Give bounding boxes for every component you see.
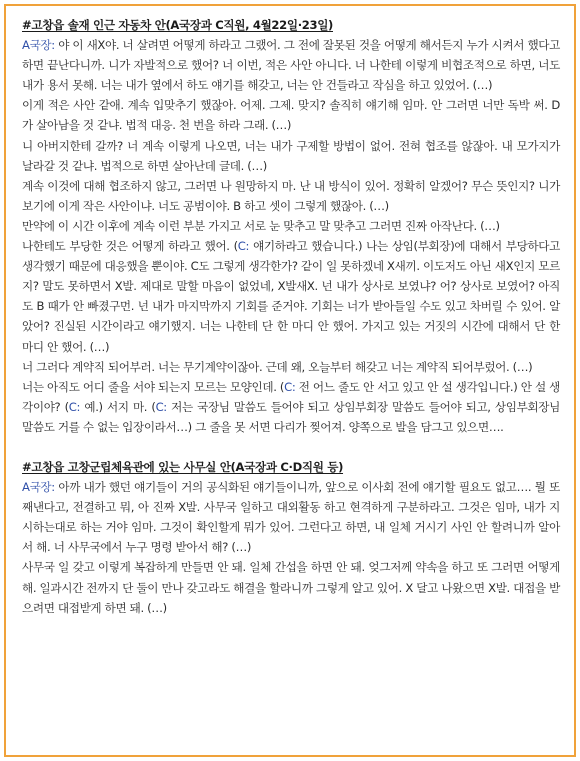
speaker-label: A국장: bbox=[22, 480, 55, 495]
section2-paragraph-1 bbox=[22, 477, 560, 557]
section1-paragraph-3: 니 아버지한테 갈까? 너 계속 이렇게 나오면, 너는 내가 구제할 방법이 없어. 전혀 협조를 않잖아. 내 모가지가 날라갈 것 같냐. 법적으로 하면 살아난데 글데. (…) bbox=[22, 138, 560, 173]
paragraph-text: 얘기하라고 했습니다.) 나는 상임(부회장)에 대해서 부당하다고 생각했기 때문에 대응했을 뿐이야. C도 그렇게 생각한가? 같이 일 못하겠네 X새끼. 이도저도 아닌 새X인지 모르지? 말도 못하면서 X발. 제대로 말할 마음이 없었네, X발새X. 넌 내가 상사로 보였냐? 어? 상사로 보였어? 아직도 B 때가 안 빠졌구먼. 넌 내가 마지막까지 기회를 준거야. 기회는 너가 받아들일 수도 있고 차버릴 수 있어. 알았어? 진실된 시간이라고 얘기했지. 너는 나한테 단 한 마디 안 했어. 가지고 있는 거짓의 시간에 대해서 단 한 마디 안 했어. (…) bbox=[22, 239, 561, 354]
transcript-content bbox=[22, 15, 560, 618]
section1-paragraph-2: 이게 적은 사안 같애. 계속 입맞추기 했잖아. 어제. 그제. 맞지? 솔직히 얘기해 임마. 안 그러면 너만 독박 써. D가 살아남을 것 같냐. 법적 대응. 천 번을 하라 그래. (…) bbox=[22, 98, 560, 133]
speaker-c-label: C: bbox=[155, 399, 167, 414]
speaker-label: A국장: bbox=[22, 38, 55, 53]
section1-paragraph-4: 계속 이것에 대해 협조하지 않고, 그러면 나 원망하지 마. 난 내 방식이 있어. 정확히 알겠어? 무슨 뜻인지? 니가 보기에 이게 작은 사안이냐. 너도 공범이야. B 하고 셋이 그렇게 했잖아. (…) bbox=[22, 178, 560, 213]
section2-heading: #고창읍 고창군립체육관에 있는 사무실 안(A국장과 C·D직원 등) bbox=[22, 459, 344, 474]
paragraph-text: 예.) 서지 마. ( bbox=[80, 399, 156, 414]
section1-paragraph-7: 너 그러다 계약직 되어부러. 너는 무기계약이잖아. 근데 왜, 오늘부터 해갖고 너는 계약직 되어부렀어. (…) bbox=[22, 359, 533, 374]
article-box bbox=[4, 4, 576, 757]
paragraph-text: 나한테도 부당한 것은 어떻게 하라고 했어. ( bbox=[22, 239, 238, 254]
paragraph-text: 너는 아직도 어디 줄을 서야 되는지 모르는 모양인데. ( bbox=[22, 379, 285, 394]
section1-paragraph-6 bbox=[22, 236, 560, 357]
speaker-c-label: C: bbox=[284, 379, 296, 394]
section1-paragraph-1 bbox=[22, 35, 560, 95]
paragraph-text: 저는 국장님 말씀도 들어야 되고 상임부회장 말씀도 들어야 되고, 상임부회장님 말씀도 거를 수 없는 입장이라서…) 그 줄을 못 서면 다리가 찢어져. 양쪽으로 발을 담그고 있으면…. bbox=[22, 399, 560, 434]
section1-heading: #고창읍 솔재 인근 자동차 안(A국장과 C직원, 4월22일·23일) bbox=[22, 18, 333, 32]
section1-paragraph-8 bbox=[22, 377, 560, 437]
paragraph-text: 야 이 새X야. 너 살려면 어떻게 하라고 그랬어. 그 전에 잘못된 것을 어떻게 해서든지 누가 시켜서 했다고 하면 끝난다니까. 니가 자발적으로 했어? 너 이번, 적은 사안 아니다. 너 나한테 이렇게 비협조적으로 하면, 너도 내가 용서 못해. 너는 내가 옆에서 하도 얘기를 해갖고, 너는 안 건들라고 작심을 하고 있었어. (…) bbox=[22, 38, 560, 93]
paragraph-text: 전 어느 줄도 안 서고 있고 안 설 생각입니다.) 안 설 생각이야? ( bbox=[22, 379, 560, 414]
speaker-c-label: C: bbox=[68, 399, 81, 414]
paragraph-text: 아까 내가 했던 얘기들이 거의 공식화된 얘기들이니까, 앞으로 이사회 전에 얘기할 필요도 없고…. 뭘 또 째낸다고, 전결하고 뭐, 아 진짜 X발. 사무국 일하고 대외활동 하고 현격하게 구분하라고. 그것은 임마, 내가 지시하는대로 하는 거야 임마. 그것이 확인할게 뭐가 있어. 그런다고 하면, 내 일체 거시기 사인 안 할려니까 알아서 해. 너 사무국에서 누구 명령 받아서 해? (…) bbox=[22, 480, 560, 555]
section2-paragraph-2: 사무국 일 갖고 이렇게 복잡하게 만들면 안 돼. 일체 간섭을 하면 안 돼. 엊그저께 약속을 하고 또 그러면 어떻게 해. 일과시간 전까지 단 둘이 만나 갖고라도 해결을 할라니까 그렇게 알고 있어. X 달고 나왔으면 X발. 대접을 받으려면 대접받게 하면 돼. (…) bbox=[22, 560, 560, 615]
section1-paragraph-5: 만약에 이 시간 이후에 계속 이런 부분 가지고 서로 눈 맞추고 말 맞추고 그러면 진짜 아작난다. (…) bbox=[22, 218, 500, 233]
speaker-c-label: C: bbox=[237, 239, 250, 254]
